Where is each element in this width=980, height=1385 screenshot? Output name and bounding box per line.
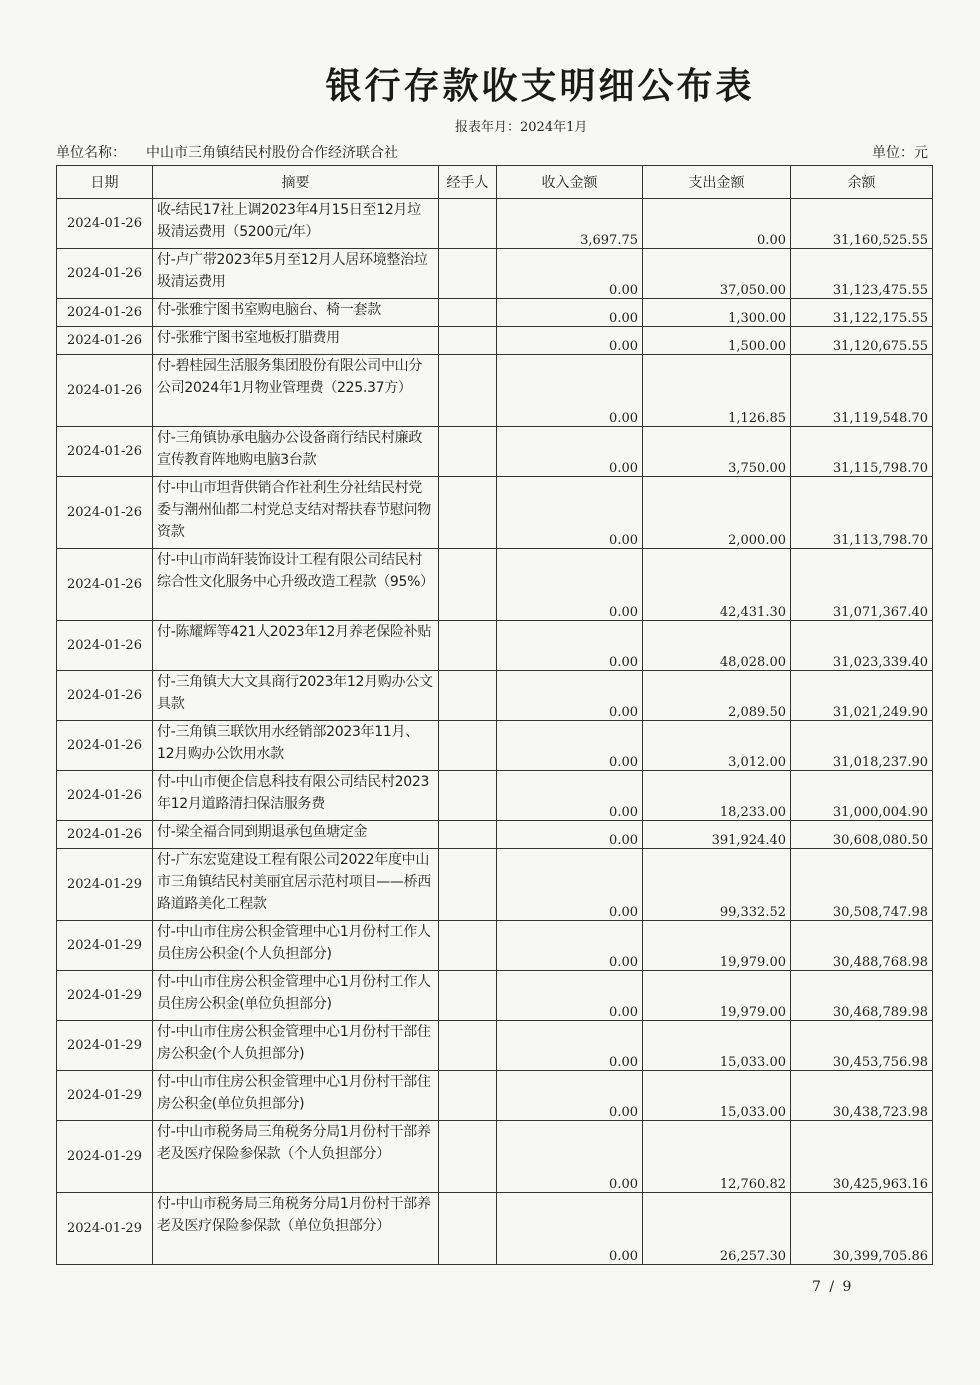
summary-cell: 付-三角镇大大文具商行2023年12月购办公文具款 — [153, 671, 439, 721]
expense-cell: 391,924.40 — [643, 821, 791, 849]
handler-cell — [439, 849, 497, 921]
balance-cell: 31,021,249.90 — [791, 671, 933, 721]
table-row — [57, 721, 933, 771]
balance-cell: 31,023,339.40 — [791, 621, 933, 671]
balance-cell: 30,488,768.98 — [791, 921, 933, 971]
date-cell: 2024-01-26 — [57, 199, 153, 249]
handler-cell — [439, 427, 497, 477]
summary-cell: 付-中山市坦背供销合作社利生分社结民村党委与潮州仙都二村党总支结对帮扶春节慰问物资款 — [153, 477, 439, 549]
date-cell: 2024-01-26 — [57, 355, 153, 427]
col-header-expense: 支出金额 — [643, 166, 791, 199]
handler-cell — [439, 921, 497, 971]
expense-cell: 1,300.00 — [643, 299, 791, 327]
handler-cell — [439, 821, 497, 849]
table-row — [57, 299, 933, 327]
balance-cell: 30,399,705.86 — [791, 1193, 933, 1265]
date-cell: 2024-01-29 — [57, 921, 153, 971]
summary-cell: 付-碧桂园生活服务集团股份有限公司中山分公司2024年1月物业管理费（225.37方） — [153, 355, 439, 427]
date-cell: 2024-01-26 — [57, 621, 153, 671]
date-cell: 2024-01-26 — [57, 671, 153, 721]
table-row — [57, 1193, 933, 1265]
handler-cell — [439, 721, 497, 771]
summary-cell: 付-梁全福合同到期退承包鱼塘定金 — [153, 821, 439, 849]
table-row — [57, 621, 933, 671]
balance-cell: 31,160,525.55 — [791, 199, 933, 249]
ledger-table — [56, 165, 933, 1265]
balance-cell: 30,425,963.16 — [791, 1121, 933, 1193]
income-cell: 0.00 — [497, 299, 643, 327]
handler-cell — [439, 671, 497, 721]
balance-cell: 30,438,723.98 — [791, 1071, 933, 1121]
handler-cell — [439, 327, 497, 355]
date-cell: 2024-01-29 — [57, 849, 153, 921]
handler-cell — [439, 299, 497, 327]
table-row — [57, 849, 933, 921]
table-row — [57, 327, 933, 355]
date-cell: 2024-01-26 — [57, 249, 153, 299]
table-row — [57, 477, 933, 549]
income-cell: 0.00 — [497, 971, 643, 1021]
date-cell: 2024-01-26 — [57, 549, 153, 621]
summary-cell: 付-三角镇协承电脑办公设备商行结民村廉政宣传教育阵地购电脑3台款 — [153, 427, 439, 477]
balance-cell: 30,453,756.98 — [791, 1021, 933, 1071]
income-cell: 0.00 — [497, 1071, 643, 1121]
date-cell: 2024-01-29 — [57, 1121, 153, 1193]
balance-cell: 31,071,367.40 — [791, 549, 933, 621]
expense-cell: 1,500.00 — [643, 327, 791, 355]
summary-cell: 付-中山市便企信息科技有限公司结民村2023年12月道路清扫保洁服务费 — [153, 771, 439, 821]
table-row — [57, 771, 933, 821]
income-cell: 0.00 — [497, 921, 643, 971]
date-cell: 2024-01-26 — [57, 771, 153, 821]
table-row — [57, 1021, 933, 1071]
summary-cell: 付-中山市住房公积金管理中心1月份村干部住房公积金(单位负担部分) — [153, 1071, 439, 1121]
table-row — [57, 1121, 933, 1193]
col-header-summary: 摘要 — [153, 166, 439, 199]
expense-cell: 37,050.00 — [643, 249, 791, 299]
date-cell: 2024-01-29 — [57, 1021, 153, 1071]
income-cell: 0.00 — [497, 849, 643, 921]
expense-cell: 42,431.30 — [643, 549, 791, 621]
expense-cell: 3,750.00 — [643, 427, 791, 477]
summary-cell: 付-中山市尚轩装饰设计工程有限公司结民村综合性文化服务中心升级改造工程款（95%） — [153, 549, 439, 621]
table-row — [57, 355, 933, 427]
summary-cell: 付-广东宏览建设工程有限公司2022年度中山市三角镇结民村美丽宜居示范村项目——桥西路道路美化工程款 — [153, 849, 439, 921]
date-cell: 2024-01-26 — [57, 477, 153, 549]
summary-cell: 付-中山市住房公积金管理中心1月份村干部住房公积金(个人负担部分) — [153, 1021, 439, 1071]
expense-cell: 2,000.00 — [643, 477, 791, 549]
summary-cell: 付-中山市税务局三角税务分局1月份村干部养老及医疗保险参保款（个人负担部分） — [153, 1121, 439, 1193]
balance-cell: 31,113,798.70 — [791, 477, 933, 549]
summary-cell: 付-中山市住房公积金管理中心1月份村工作人员住房公积金(单位负担部分) — [153, 971, 439, 1021]
summary-cell: 付-张雅宁图书室地板打腊费用 — [153, 327, 439, 355]
report-title: 银行存款收支明细公布表 — [325, 66, 755, 107]
expense-cell: 48,028.00 — [643, 621, 791, 671]
income-cell: 0.00 — [497, 821, 643, 849]
handler-cell — [439, 549, 497, 621]
expense-cell: 0.00 — [643, 199, 791, 249]
income-cell: 0.00 — [497, 427, 643, 477]
income-cell: 0.00 — [497, 477, 643, 549]
col-header-balance: 余额 — [791, 166, 933, 199]
date-cell: 2024-01-26 — [57, 299, 153, 327]
expense-cell: 3,012.00 — [643, 721, 791, 771]
table-row — [57, 549, 933, 621]
handler-cell — [439, 249, 497, 299]
table-row — [57, 821, 933, 849]
col-header-date: 日期 — [57, 166, 153, 199]
handler-cell — [439, 355, 497, 427]
date-cell: 2024-01-26 — [57, 821, 153, 849]
table-row — [57, 199, 933, 249]
expense-cell: 15,033.00 — [643, 1071, 791, 1121]
income-cell: 0.00 — [497, 671, 643, 721]
balance-cell: 31,123,475.55 — [791, 249, 933, 299]
income-cell: 0.00 — [497, 621, 643, 671]
date-cell: 2024-01-29 — [57, 971, 153, 1021]
expense-cell: 19,979.00 — [643, 971, 791, 1021]
expense-cell: 18,233.00 — [643, 771, 791, 821]
unit-label: 单位名称： — [56, 145, 126, 161]
handler-cell — [439, 1021, 497, 1071]
date-cell: 2024-01-26 — [57, 721, 153, 771]
balance-cell: 30,608,080.50 — [791, 821, 933, 849]
currency-unit: 单位：元 — [872, 145, 928, 161]
balance-cell: 30,508,747.98 — [791, 849, 933, 921]
handler-cell — [439, 621, 497, 671]
balance-cell: 31,120,675.55 — [791, 327, 933, 355]
date-cell: 2024-01-29 — [57, 1193, 153, 1265]
balance-cell: 31,115,798.70 — [791, 427, 933, 477]
expense-cell: 26,257.30 — [643, 1193, 791, 1265]
balance-cell: 31,018,237.90 — [791, 721, 933, 771]
handler-cell — [439, 1193, 497, 1265]
income-cell: 0.00 — [497, 327, 643, 355]
expense-cell: 15,033.00 — [643, 1021, 791, 1071]
table-row — [57, 1071, 933, 1121]
page-number: 7 / 9 — [812, 1279, 854, 1295]
table-row — [57, 249, 933, 299]
income-cell: 0.00 — [497, 1193, 643, 1265]
income-cell: 0.00 — [497, 249, 643, 299]
table-row — [57, 921, 933, 971]
income-cell: 0.00 — [497, 1121, 643, 1193]
summary-cell: 付-陈耀辉等421人2023年12月养老保险补贴 — [153, 621, 439, 671]
handler-cell — [439, 1071, 497, 1121]
summary-cell: 付-中山市税务局三角税务分局1月份村干部养老及医疗保险参保款（单位负担部分） — [153, 1193, 439, 1265]
summary-cell: 收-结民17社上调2023年4月15日至12月垃圾清运费用（5200元/年） — [153, 199, 439, 249]
balance-cell: 31,122,175.55 — [791, 299, 933, 327]
income-cell: 3,697.75 — [497, 199, 643, 249]
income-cell: 0.00 — [497, 1021, 643, 1071]
handler-cell — [439, 1121, 497, 1193]
table-header-row — [57, 166, 933, 199]
summary-cell: 付-卢广带2023年5月至12月人居环境整治垃圾清运费用 — [153, 249, 439, 299]
summary-cell: 付-张雅宁图书室购电脑台、椅一套款 — [153, 299, 439, 327]
date-cell: 2024-01-26 — [57, 327, 153, 355]
expense-cell: 1,126.85 — [643, 355, 791, 427]
report-period: 报表年月：2024年1月 — [455, 120, 588, 135]
income-cell: 0.00 — [497, 549, 643, 621]
expense-cell: 19,979.00 — [643, 921, 791, 971]
org-name: 中山市三角镇结民村股份合作经济联合社 — [146, 145, 398, 161]
expense-cell: 2,089.50 — [643, 671, 791, 721]
handler-cell — [439, 477, 497, 549]
date-cell: 2024-01-29 — [57, 1071, 153, 1121]
income-cell: 0.00 — [497, 721, 643, 771]
balance-cell: 30,468,789.98 — [791, 971, 933, 1021]
date-cell: 2024-01-26 — [57, 427, 153, 477]
table-row — [57, 671, 933, 721]
unit-info-row — [56, 142, 928, 162]
summary-cell: 付-中山市住房公积金管理中心1月份村工作人员住房公积金(个人负担部分) — [153, 921, 439, 971]
expense-cell: 99,332.52 — [643, 849, 791, 921]
table-row — [57, 971, 933, 1021]
balance-cell: 31,000,004.90 — [791, 771, 933, 821]
income-cell: 0.00 — [497, 355, 643, 427]
summary-cell: 付-三角镇三联饮用水经销部2023年11月、12月购办公饮用水款 — [153, 721, 439, 771]
income-cell: 0.00 — [497, 771, 643, 821]
col-header-handler: 经手人 — [439, 166, 497, 199]
handler-cell — [439, 971, 497, 1021]
balance-cell: 31,119,548.70 — [791, 355, 933, 427]
col-header-income: 收入金额 — [497, 166, 643, 199]
expense-cell: 12,760.82 — [643, 1121, 791, 1193]
table-row — [57, 427, 933, 477]
handler-cell — [439, 771, 497, 821]
handler-cell — [439, 199, 497, 249]
